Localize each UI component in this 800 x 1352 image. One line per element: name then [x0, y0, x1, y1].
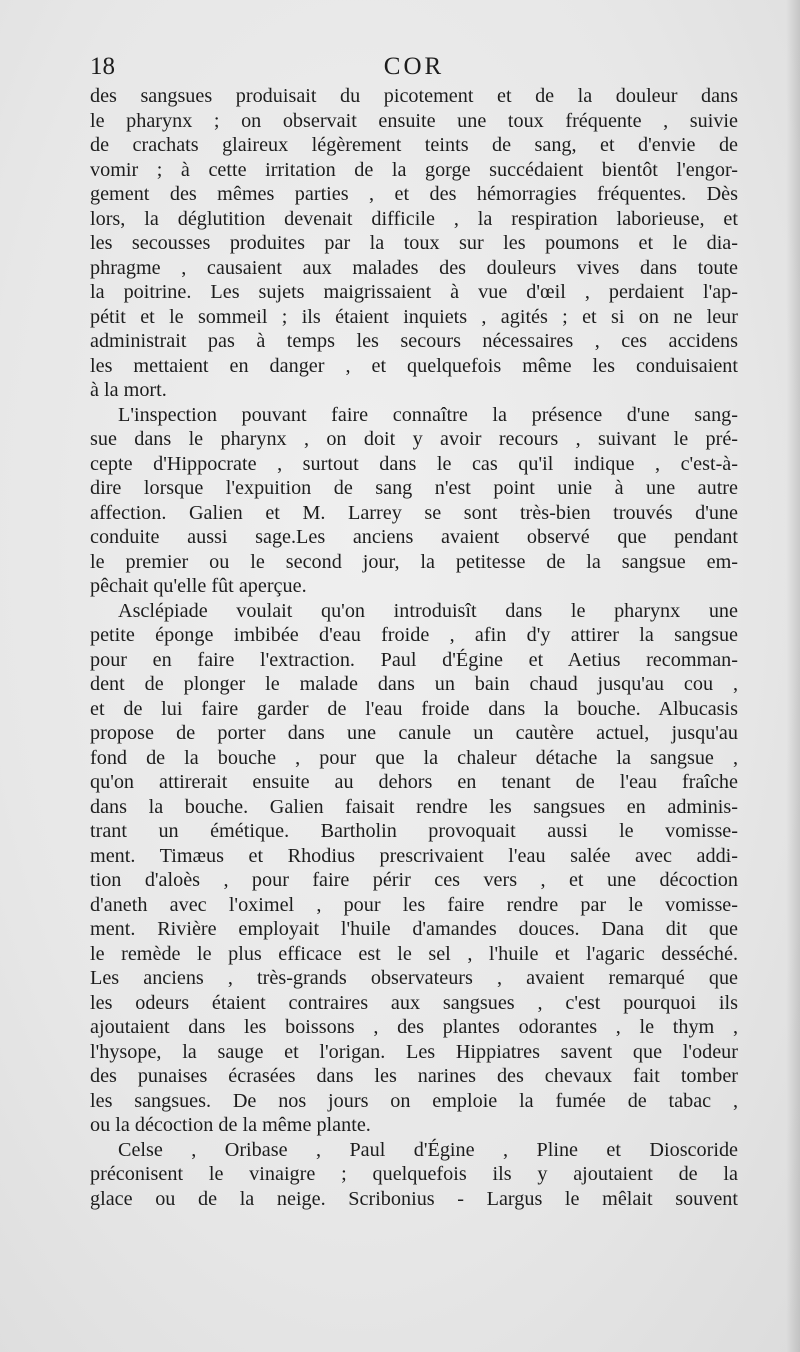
text-line: L'inspection pouvant faire connaître la présence d'une sang- [118, 403, 738, 426]
page-edge-shadow [786, 0, 800, 1352]
text-line: pour en faire l'extraction. Paul d'Égine et Aetius recomman- [90, 648, 738, 671]
text-line: fond de la bouche , pour que la chaleur détache la sangsue , [90, 746, 738, 769]
text-line: des sangsues produisait du picotement et de la douleur dans [90, 85, 738, 107]
text-line: le pharynx ; on observait ensuite une toux fréquente , suivie [90, 109, 738, 132]
text-line: Les anciens , très-grands observateurs , avaient remarqué que [90, 967, 738, 989]
text-line: sue dans le pharynx , on doit y avoir recours , suivant le pré- [90, 428, 738, 450]
page-number: 18 [90, 53, 115, 80]
text-line: vomir ; à cette irritation de la gorge succédaient bientôt l'engor- [90, 158, 738, 181]
text-line: pétit et le sommeil ; ils étaient inquiets , agités ; et si on ne leur [90, 305, 738, 328]
text-line: de crachats glaireux légèrement teints de sang, et d'envie de [90, 134, 738, 156]
text-line: Celse , Oribase , Paul d'Égine , Pline et Dioscoride [118, 1138, 738, 1161]
text-line: ment. Timæus et Rhodius prescrivaient l'eau salée avec addi- [90, 844, 738, 867]
text-line: les odeurs étaient contraires aux sangsues , c'est pourquoi ils [90, 991, 738, 1014]
text-line: ou la décoction de la même plante. [90, 1114, 371, 1136]
text-line: le remède le plus efficace est le sel , l'huile et l'agaric desséché. [90, 942, 738, 965]
running-title: COR [383, 53, 445, 80]
text-line: d'aneth avec l'oximel , pour les faire rendre par le vomisse- [90, 893, 738, 916]
text-line: phragme , causaient aux malades des douleurs vives dans toute [90, 256, 738, 279]
text-line: les sangsues. De nos jours on emploie la fumée de tabac , [90, 1089, 738, 1112]
text-line: l'hysope, la sauge et l'origan. Les Hippiatres savent que l'odeur [90, 1040, 738, 1063]
text-line: lors, la déglutition devenait difficile , la respiration laborieuse, et [90, 207, 738, 230]
text-line: affection. Galien et M. Larrey se sont très-bien trouvés d'une [90, 501, 738, 524]
text-line: administrait pas à temps les secours nécessaires , ces accidens [90, 330, 738, 352]
text-line: propose de porter dans une canule un cautère actuel, jusqu'au [90, 722, 738, 744]
text-line: petite éponge imbibée d'eau froide , afin d'y attirer la sangsue [90, 624, 738, 646]
text-line: conduite aussi sage.Les anciens avaient observé que pendant [90, 526, 738, 548]
text-line: trant un émétique. Bartholin provoquait aussi le vomisse- [90, 820, 738, 842]
text-line: préconisent le vinaigre ; quelquefois ils y ajoutaient de la [90, 1163, 738, 1185]
text-line: qu'on attirerait ensuite au dehors en tenant de l'eau fraîche [90, 771, 738, 793]
text-line: et de lui faire garder de l'eau froide dans la bouche. Albucasis [90, 697, 738, 720]
text-line: dire lorsque l'expuition de sang n'est point unie à une autre [90, 477, 738, 499]
text-line: dent de plonger le malade dans un bain chaud jusqu'au cou , [90, 673, 738, 695]
text-line: Asclépiade voulait qu'on introduisît dans le pharynx une [118, 599, 738, 622]
body-text [90, 84, 738, 1211]
paragraph [90, 1138, 738, 1212]
paragraph [90, 84, 738, 403]
text-line: à la mort. [90, 379, 167, 401]
paragraph [90, 403, 738, 599]
text-line: la poitrine. Les sujets maigrissaient à vue d'œil , perdaient l'ap- [90, 281, 738, 303]
text-line: les mettaient en danger , et quelquefois même les conduisaient [90, 354, 738, 377]
text-line: le premier ou le second jour, la petitesse de la sangsue em- [90, 550, 738, 573]
text-line: cepte d'Hippocrate , surtout dans le cas qu'il indique , c'est-à- [90, 452, 738, 475]
text-line: gement des mêmes parties , et des hémorragies fréquentes. Dès [90, 183, 738, 205]
text-line: pêchait qu'elle fût aperçue. [90, 575, 307, 597]
text-line: des punaises écrasées dans les narines des chevaux fait tomber [90, 1065, 738, 1087]
text-line: les secousses produites par la toux sur les poumons et le dia- [90, 232, 738, 254]
paragraph [90, 599, 738, 1138]
running-head [90, 50, 738, 84]
text-line: ajoutaient dans les boissons , des plantes odorantes , le thym , [90, 1016, 738, 1038]
text-line: ment. Rivière employait l'huile d'amandes douces. Dana dit que [90, 918, 738, 940]
text-line: dans la bouche. Galien faisait rendre les sangsues en adminis- [90, 795, 738, 818]
text-line: tion d'aloès , pour faire périr ces vers , et une décoction [90, 869, 738, 891]
text-line: glace ou de la neige. Scribonius - Largus le mêlait souvent [90, 1187, 738, 1210]
